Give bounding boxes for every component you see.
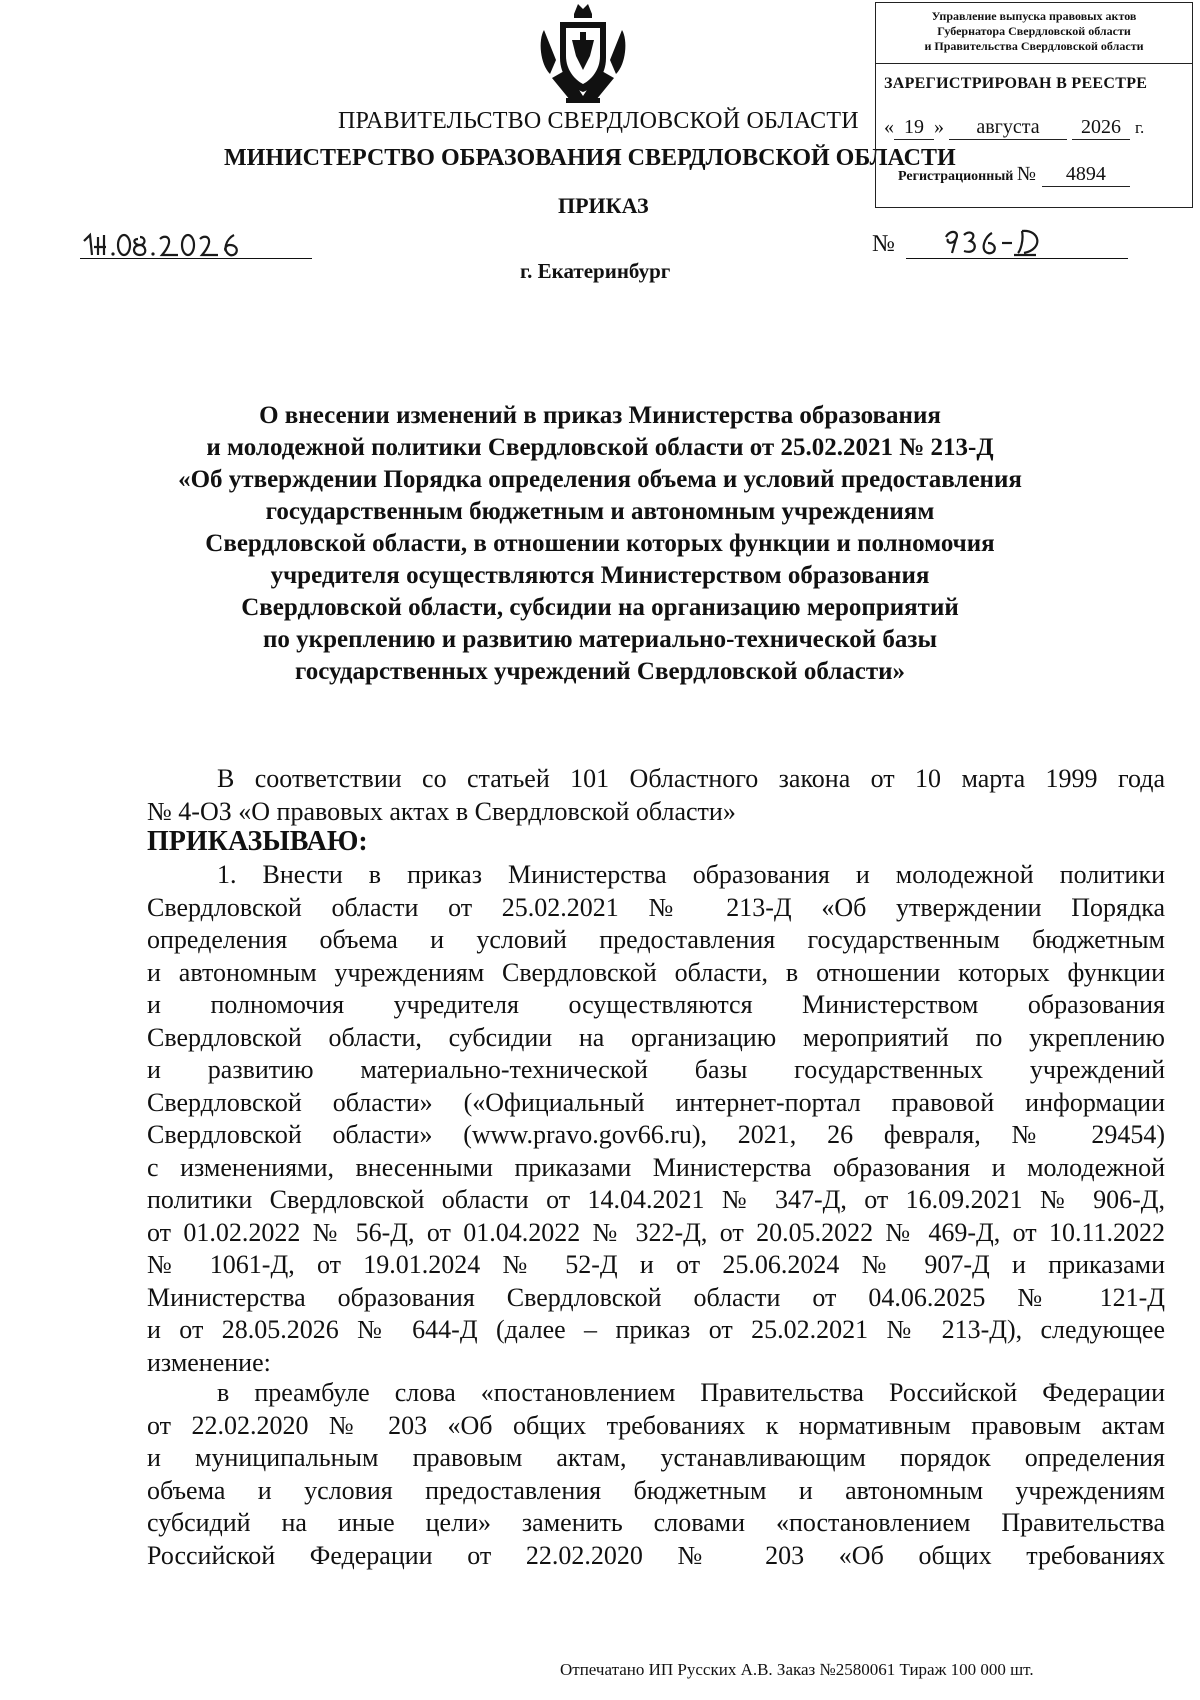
title-line: государственным бюджетным и автономным учреждениям — [265, 498, 935, 525]
agency-line: Губернатора Свердловской области — [937, 24, 1131, 38]
number-label: № — [872, 231, 895, 257]
document-title — [150, 400, 1050, 688]
registration-date — [884, 116, 1144, 140]
document-type: ПРИКАЗ — [558, 193, 649, 218]
government-name: ПРАВИТЕЛЬСТВО СВЕРДЛОВСКОЙ ОБЛАСТИ — [338, 108, 859, 134]
text-line: от 22.02.2020 № 203 «Об общих требованиях к нормативным правовым актам — [147, 1410, 1165, 1440]
registration-year: 2026 — [1072, 116, 1130, 140]
text-line: В соответствии со статьей 101 Областного закона от 10 марта 1999 года — [217, 764, 1165, 793]
title-line: Свердловской области, субсидии на организацию мероприятий — [241, 594, 959, 621]
date-underline — [80, 258, 312, 259]
text-line: с изменениями, внесенными приказами Министерства образования и молодежной — [147, 1152, 1165, 1182]
registration-agency — [876, 9, 1192, 54]
title-line: «Об утверждении Порядка определения объема и условий предоставления — [178, 466, 1022, 493]
item-1-text — [147, 1377, 1165, 1572]
registration-number-sign: № — [1016, 163, 1036, 185]
text-line: Свердловской области от 25.02.2021 № 213-Д «Об утверждении Порядка — [147, 892, 1165, 922]
open-quote: « — [884, 116, 894, 138]
text-line: Министерства образования Свердловской области от 04.06.2025 № 121-Д — [147, 1282, 1165, 1312]
text-line: субсидий на иные цели» заменить словами «постановлением Правительства — [147, 1508, 1165, 1537]
text-line: объема и условия предоставления бюджетным и автономным учреждениям — [147, 1475, 1165, 1505]
preamble — [147, 763, 1165, 828]
title-line: государственных учреждений Свердловской области» — [294, 658, 906, 685]
registration-status: ЗАРЕГИСТРИРОВАН В РЕЕСТРЕ — [884, 75, 1148, 92]
print-footer: Отпечатано ИП Русских А.В. Заказ №2580061 Тираж 100 000 шт. — [560, 1660, 1034, 1679]
text-line: 1. Внести в приказ Министерства образования и молодежной политики — [217, 860, 1165, 889]
title-line: учредителя осуществляются Министерством образования — [270, 562, 930, 589]
text-line: от 01.02.2022 № 56-Д, от 01.04.2022 № 322-Д, от 20.05.2022 № 469-Д, от 10.11.2022 — [147, 1217, 1165, 1247]
text-line: № 1061-Д, от 19.01.2024 № 52-Д и от 25.06.2024 № 907-Д и приказами — [147, 1250, 1165, 1279]
registration-number: 4894 — [1042, 163, 1130, 187]
text-line: № 4-ОЗ «О правовых актах в Свердловской области» — [147, 796, 736, 826]
agency-line: и Правительства Свердловской области — [924, 39, 1144, 53]
close-quote: » — [934, 116, 944, 138]
text-line: Свердловской области, субсидии на организацию мероприятий по укреплению — [147, 1022, 1165, 1052]
city: г. Екатеринбург — [520, 259, 671, 283]
text-line: политики Свердловской области от 14.04.2021 № 347-Д, от 16.09.2021 № 906-Д, — [147, 1185, 1165, 1214]
text-line: Свердловской области» («Официальный интернет-портал правовой информации — [147, 1087, 1165, 1117]
title-line: Свердловской области, в отношении которых функции и полномочия — [205, 530, 995, 557]
text-line: изменение: — [147, 1347, 271, 1377]
handwritten-number — [940, 223, 1090, 257]
text-line: Российской Федерации от 22.02.2020 № 203 «Об общих требованиях — [147, 1540, 1165, 1570]
text-line: и полномочия учредителя осуществляются Министерством образования — [147, 990, 1165, 1019]
title-line: и молодежной политики Свердловской области от 25.02.2021 № 213-Д — [206, 434, 994, 461]
text-line: определения объема и условий предоставления государственным бюджетным — [147, 925, 1165, 954]
number-underline — [906, 258, 1128, 259]
registration-day: 19 — [894, 116, 934, 140]
registration-stamp — [875, 2, 1193, 208]
text-line: и автономным учреждениям Свердловской области, в отношении которых функции — [147, 957, 1165, 987]
text-line: и от 28.05.2026 № 644-Д (далее – приказ от 25.02.2021 № 213-Д), следующее — [147, 1315, 1165, 1344]
stamp-divider — [876, 63, 1192, 64]
handwritten-date — [80, 225, 310, 259]
handwritten-number-drawing — [940, 223, 1090, 257]
text-line: и муниципальным правовым актам, устанавливающим порядок определения — [147, 1443, 1165, 1472]
coat-of-arms-emblem — [536, 0, 630, 104]
year-suffix: г. — [1135, 118, 1145, 137]
text-line: Свердловской области» (www.pravo.gov66.ru), 2021, 26 февраля, № 29454) — [147, 1120, 1165, 1149]
handwritten-date-drawing — [80, 225, 310, 259]
item-1 — [147, 859, 1165, 1379]
ministry-name: МИНИСТЕРСТВО ОБРАЗОВАНИЯ СВЕРДЛОВСКОЙ ОБЛАСТИ — [224, 145, 956, 171]
text-line: в преамбуле слова «постановлением Правительства Российской Федерации — [217, 1378, 1165, 1407]
title-line: О внесении изменений в приказ Министерства образования — [259, 402, 941, 429]
order-word: ПРИКАЗЫВАЮ: — [147, 826, 368, 857]
registration-number-label: Регистрационный — [898, 169, 1014, 184]
title-line: по укреплению и развитию материально-технической базы — [263, 626, 937, 653]
registration-month: августа — [949, 116, 1067, 140]
registration-number-row — [898, 163, 1130, 187]
text-line: и развитию материально-технической базы государственных учреждений — [147, 1055, 1165, 1084]
agency-line: Управление выпуска правовых актов — [931, 9, 1137, 23]
